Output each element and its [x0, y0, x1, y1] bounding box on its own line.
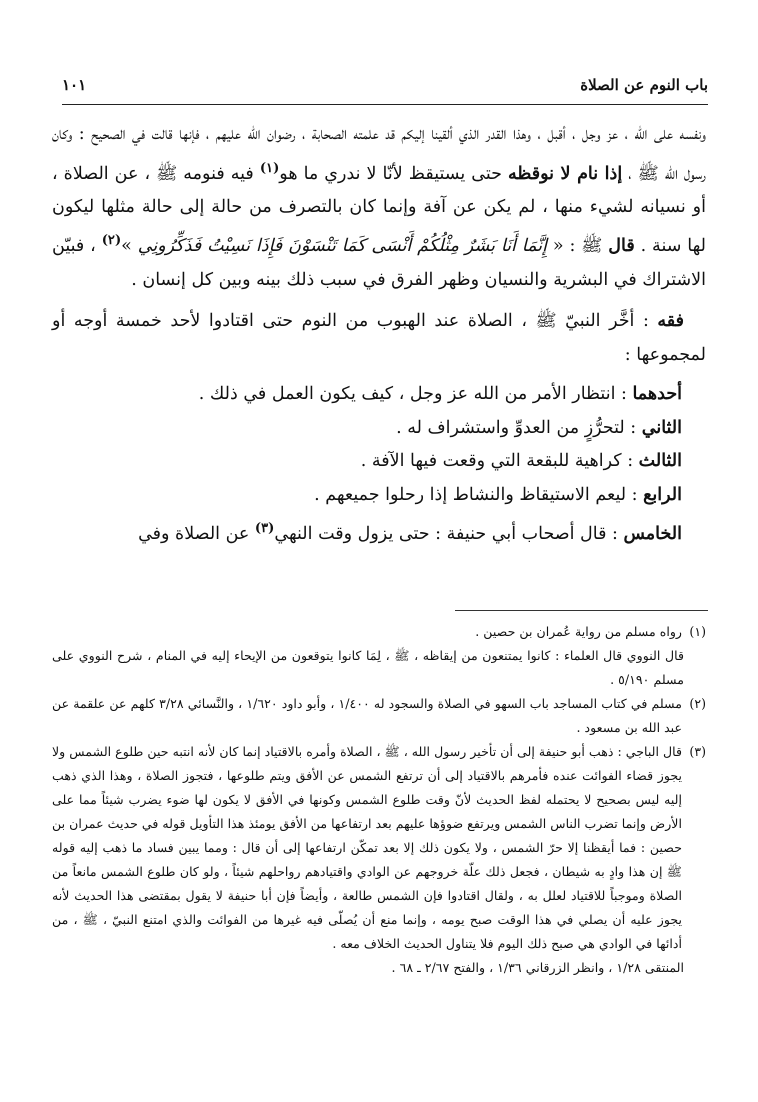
footnote-text: رواه مسلم من رواية عُمران بن حصين . [475, 624, 682, 639]
qal-word: قال [608, 236, 635, 257]
footnote-2 [52, 692, 706, 740]
reason-item: أحدهما : انتظار الأمر من الله عز وجل ، كيف يكون العمل في ذلك . [198, 384, 682, 405]
hadith-quote: إِنَّمَا أَنَا بَشَرٌ مِثْلُكُمْ أَنْسَى كَمَا تَنْسَوْنَ فَإِذَا نَسِيْتُ فَذَكِّرُونِي [137, 236, 547, 257]
reason-item: الثاني : لتحرُّزٍ من العدوِّ واستشراف له . [396, 417, 682, 438]
footnote-3 [52, 740, 706, 956]
footnote-number: (١) [689, 624, 706, 639]
footnote-1-continuation: قال النووي قال العلماء : كانوا يمتنعون من إيقاظه ، ﷺ ، لِمَا كانوا يتوقعون من الإيحاء إليه في المنام ، شرح النووي على مسلم ٥/١٩٠ . [52, 648, 684, 687]
fiqh-label: فقه [657, 311, 684, 332]
footnote-text: قال الباجي : ذهب أبو حنيفة إلى أن تأخير رسول الله ، ﷺ ، الصلاة وأمره بالاقتياد إنما كان لأنه انتبه حين طلوع الشمس ولا يجوز قضاء الفوائت عنده فأمرهم بالاقتياد إلى أن ترتفع الشمس عن الأفق ويتم طلوعها ، فتجوز الصلاة ، وهذا الذي ذهب إليه ليس بصحيح لا يحتمله لفظ الحديث لأنّ وقت طلوع الشمس وكونها في الأفق لا يكون لها ضوء يضرب شيئاً مما على الأرض وإنما تضرب الناس الشمس ويرتفع ضوؤها عليهم بعد ارتفاعها من الأفق يومئذ هذا التأويل قوله في حديث عمران بن حصين : فما أيقظنا إلا حرّ الشمس ، ولا يكون ذلك إلا بعد تمكّن ارتفاعها إلى أن قال : ومما يبين فساد ما ذهب إليه قوله ﷺ إن هذا وادٍ به شيطان ، فجعل ذلك علّة خروجهم عن الوادي واقتيادهم رواحلهم شيئاً ، ولو كان طلوع الشمس مانعاً من الصلاة وموجباً للاقتياد لعلل به ، ولقال اقتادوا فإن الشمس طالعة ، وأيضاً فإن أبا حنيفة لا يقول بمقتضى هذا الحديث لأنه يجوز عليه أن يصلي في هذا الوقت صبح يومه ، وإنما منع أن يُصلّى فيه غيرها من الفوائت والذي امتنع النبيّ ، ﷺ ، من أدائها في الوادي هي صبح ذلك اليوم فلا يتناول الحديث الخلاف معه . [52, 744, 682, 951]
highlight-phrase: إذا نام لا نوقظه [507, 163, 623, 184]
footnote-ref-1[interactable]: (١) [259, 160, 280, 176]
footnote-ref-3[interactable]: (٣) [254, 521, 275, 537]
reasons-list [52, 378, 706, 551]
paragraph-1: ونفسه على الله ، عز وجل ، أقبل ، وهذا القدر الذي ألقينا إليكم قد علمته الصحابة ، رضوان الله عليهم ، فإنها قالت في الصحيح : وكان رسول الله ﷺ ، إذا نام لا نوقظه حتى يستيقظ لأنّا لا ندري ما هو$^{(١)}$ فيه فنومه ﷺ ، عن الصلاة ، أو نسيانه لشيء منها ، لم يكن عن آفة وإنما كان بالتصرف من حالة إلى حالة مثلها ليكون لها سنة . قال ﷺ : « إِنَّمَا أَنَا بَشَرٌ مِثْلُكُمْ أَنْسَى كَمَا تَنْسَوْنَ فَإِذَا نَسِيْتُ فَذَكِّرُونِي »$^{(٢)}$ ، فبيّن الاشتراك في البشرية والنسيان وظهر الفرق في سبب ذلك بينه وبين كل إنسان . [52, 124, 707, 290]
reason-item: الرابع : ليعم الاستيقاظ والنشاط إذا رحلوا جميعهم . [314, 484, 682, 505]
chapter-title: باب النوم عن الصلاة [580, 76, 708, 94]
reason-item: الثالث : كراهية للبقعة التي وقعت فيها الآفة . [360, 451, 682, 472]
footnote-number: (٣) [689, 744, 706, 759]
paragraph-fiqh: فقه : أخَّر النبيّ ﷺ ، الصلاة عند الهبوب من النوم حتى اقتادوا لأحد خمسة أوجه أو لمجموعها : [52, 311, 706, 365]
running-header [62, 76, 708, 94]
main-text [52, 118, 706, 551]
footnote-number: (٢) [689, 696, 706, 711]
footnote-rule [455, 610, 708, 611]
page-number: ١٠١ [62, 76, 87, 94]
header-rule [62, 104, 708, 105]
footnote-3-reference: المنتقى ١/٢٨ ، وانظر الزرقاني ١/٣٦ ، والفتح ٢/٦٧ ـ ٦٨ . [391, 960, 684, 975]
footnote-text: مسلم في كتاب المساجد باب السهو في الصلاة والسجود له ١/٤٠٠ ، وأبو داود ١/٦٢٠ ، والنَّسائي ٣/٢٨ كلهم عن علقمة عن عبد الله بن مسعود . [52, 696, 682, 735]
footnote-ref-2[interactable]: (٢) [101, 233, 122, 249]
reason-item: الخامس : قال أصحاب أبي حنيفة : حتى يزول وقت النهي$^{(٣)}$ عن الصلاة وفي [138, 521, 682, 544]
footnotes [52, 620, 706, 980]
footnote-1 [52, 620, 706, 644]
